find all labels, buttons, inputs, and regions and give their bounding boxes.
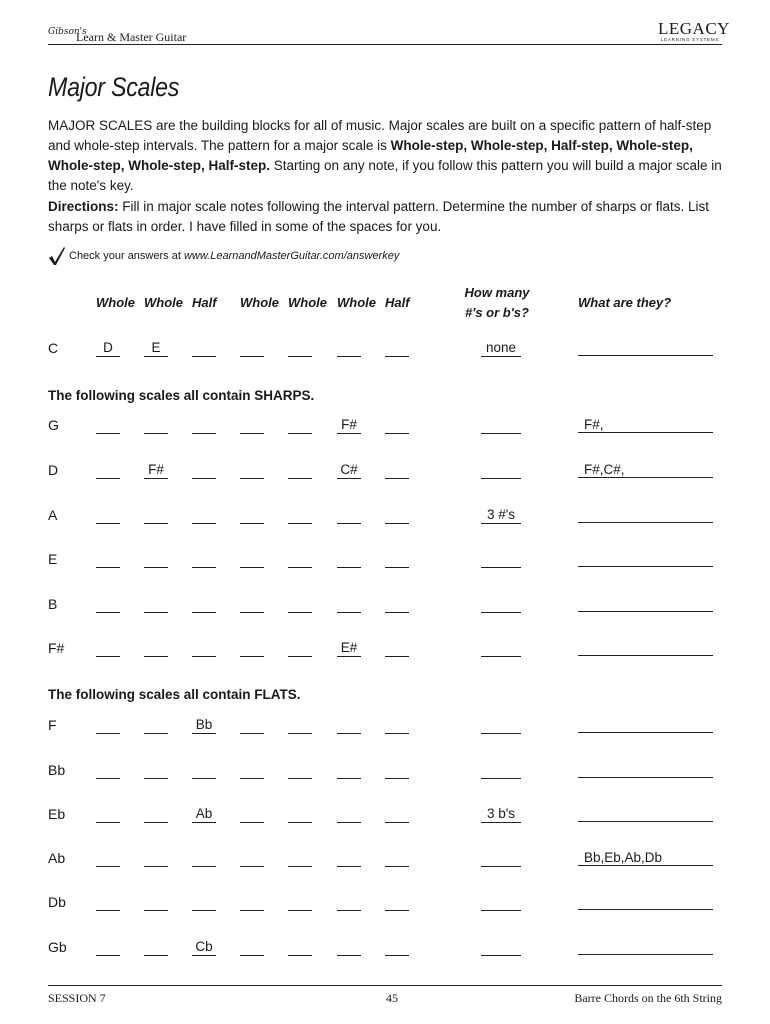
- note-blank[interactable]: [240, 850, 264, 867]
- note-blank[interactable]: [385, 596, 409, 613]
- note-blank[interactable]: [144, 939, 168, 956]
- note-blank[interactable]: [337, 806, 361, 823]
- note-blank[interactable]: [337, 894, 361, 911]
- count-blank[interactable]: [481, 551, 521, 568]
- check-answers-line: [69, 250, 399, 262]
- sharps-heading: The following scales all contain SHARPS.: [48, 388, 315, 403]
- note-blank[interactable]: [337, 551, 361, 568]
- note-blank[interactable]: [96, 939, 120, 956]
- note-blank[interactable]: [240, 806, 264, 823]
- directions-label: Directions:: [48, 199, 119, 214]
- note-blank[interactable]: [192, 762, 216, 779]
- note-blank[interactable]: Ab: [192, 806, 216, 823]
- accidentals-blank[interactable]: [578, 551, 713, 567]
- accidentals-blank[interactable]: F#,C#,: [578, 462, 713, 478]
- footer-chapter: Barre Chords on the 6th String: [574, 991, 722, 1005]
- note-blank[interactable]: [288, 417, 312, 434]
- note-blank[interactable]: [288, 596, 312, 613]
- intro-paragraph: [48, 116, 722, 196]
- note-blank[interactable]: [144, 894, 168, 911]
- count-blank[interactable]: [481, 894, 521, 911]
- note-blank[interactable]: [240, 640, 264, 657]
- accidentals-blank[interactable]: [578, 806, 713, 822]
- interval-header-7: Half: [385, 295, 410, 310]
- checkmark-icon: [48, 246, 66, 266]
- note-blank[interactable]: [385, 417, 409, 434]
- accidentals-blank[interactable]: [578, 340, 713, 356]
- note-blank[interactable]: [288, 939, 312, 956]
- note-blank[interactable]: [288, 850, 312, 867]
- note-blank[interactable]: [385, 462, 409, 479]
- scale-key-label: F#: [48, 640, 65, 656]
- gibson-logo: Gibson's: [48, 27, 87, 37]
- count-blank[interactable]: [481, 850, 521, 867]
- note-blank[interactable]: [96, 417, 120, 434]
- page-number: 45: [386, 991, 398, 1005]
- note-blank[interactable]: [240, 340, 264, 357]
- flats-heading: The following scales all contain FLATS.: [48, 687, 301, 702]
- count-column-header: [452, 283, 542, 323]
- note-blank[interactable]: [288, 894, 312, 911]
- note-blank[interactable]: [240, 762, 264, 779]
- note-blank[interactable]: [192, 462, 216, 479]
- note-blank[interactable]: [337, 507, 361, 524]
- accidentals-blank[interactable]: [578, 762, 713, 778]
- answer-key-link[interactable]: www.LearnandMasterGuitar.com/answerkey: [183, 250, 400, 262]
- accidentals-blank[interactable]: [578, 894, 713, 910]
- note-blank[interactable]: [385, 806, 409, 823]
- note-blank[interactable]: [337, 762, 361, 779]
- scale-key-label: A: [48, 507, 58, 523]
- intro-text-1: MAJOR SCALES are the building blocks for all of music. Major scales are built on a specific pattern of half-step and whole-step intervals. The pattern for a major scale is: [48, 118, 712, 153]
- scale-key-label: Db: [48, 894, 66, 910]
- count-header-line-1: How many: [464, 285, 530, 300]
- note-blank[interactable]: Bb: [192, 717, 216, 734]
- note-blank[interactable]: [96, 551, 120, 568]
- note-blank[interactable]: [144, 717, 168, 734]
- note-blank[interactable]: [192, 640, 216, 657]
- note-blank[interactable]: [96, 894, 120, 911]
- scale-key-label: Bb: [48, 762, 66, 778]
- note-blank[interactable]: [337, 717, 361, 734]
- count-blank[interactable]: [481, 717, 521, 734]
- note-blank[interactable]: [337, 939, 361, 956]
- count-blank[interactable]: 3 #'s: [481, 507, 521, 524]
- accidentals-blank[interactable]: [578, 507, 713, 523]
- note-blank[interactable]: F#: [337, 417, 361, 434]
- note-blank[interactable]: [144, 762, 168, 779]
- scale-key-label: Eb: [48, 806, 66, 822]
- note-blank[interactable]: [192, 850, 216, 867]
- count-blank[interactable]: none: [481, 340, 521, 357]
- scale-key-label: E: [48, 551, 58, 567]
- note-blank[interactable]: E#: [337, 640, 361, 657]
- scale-key-label: Gb: [48, 939, 67, 955]
- accidentals-blank[interactable]: [578, 640, 713, 656]
- note-blank[interactable]: [288, 462, 312, 479]
- note-blank[interactable]: F#: [144, 462, 168, 479]
- scale-key-label: B: [48, 596, 58, 612]
- note-blank[interactable]: [240, 717, 264, 734]
- note-blank[interactable]: Cb: [192, 939, 216, 956]
- note-blank[interactable]: [385, 850, 409, 867]
- product-name: Learn & Master Guitar: [76, 30, 187, 44]
- note-blank[interactable]: [192, 507, 216, 524]
- header-rule: [48, 44, 722, 45]
- count-blank[interactable]: [481, 762, 521, 779]
- scale-key-label: G: [48, 417, 59, 433]
- interval-header-4: Whole: [240, 295, 279, 310]
- note-blank[interactable]: [288, 551, 312, 568]
- count-blank[interactable]: [481, 596, 521, 613]
- note-blank[interactable]: [96, 462, 120, 479]
- accidentals-blank[interactable]: [578, 596, 713, 612]
- note-blank[interactable]: [144, 507, 168, 524]
- note-blank[interactable]: [96, 717, 120, 734]
- note-blank[interactable]: [385, 939, 409, 956]
- scale-key-label: F: [48, 717, 57, 733]
- note-blank[interactable]: [240, 462, 264, 479]
- note-blank[interactable]: [144, 806, 168, 823]
- what-column-header: What are they?: [578, 295, 672, 310]
- note-blank[interactable]: [96, 507, 120, 524]
- note-blank[interactable]: C#: [337, 462, 361, 479]
- note-blank[interactable]: [240, 894, 264, 911]
- scale-key-label: D: [48, 462, 59, 478]
- note-blank[interactable]: E: [144, 340, 168, 357]
- note-blank[interactable]: [96, 640, 120, 657]
- note-blank[interactable]: [144, 596, 168, 613]
- note-blank[interactable]: [288, 340, 312, 357]
- note-blank[interactable]: [240, 507, 264, 524]
- note-blank[interactable]: [385, 894, 409, 911]
- note-blank[interactable]: [288, 507, 312, 524]
- note-blank[interactable]: [96, 806, 120, 823]
- intro-text-2: Starting on any note, if you follow this pattern you will build a major scale in the note's key.: [48, 158, 722, 193]
- note-blank[interactable]: [192, 894, 216, 911]
- count-blank[interactable]: [481, 417, 521, 434]
- note-blank[interactable]: [96, 850, 120, 867]
- interval-header-2: Whole: [144, 295, 183, 310]
- interval-header-1: Whole: [96, 295, 135, 310]
- count-header-line-2: #'s or b's?: [465, 305, 529, 320]
- note-blank[interactable]: D: [96, 340, 120, 357]
- note-blank[interactable]: [240, 417, 264, 434]
- note-blank[interactable]: [240, 939, 264, 956]
- note-blank[interactable]: [385, 717, 409, 734]
- legacy-logo-main: LEGACY: [658, 19, 730, 38]
- check-answers-text: Check your answers at: [69, 250, 184, 262]
- count-blank[interactable]: [481, 462, 521, 479]
- accidentals-blank[interactable]: [578, 939, 713, 955]
- note-blank[interactable]: [192, 596, 216, 613]
- note-blank[interactable]: [144, 551, 168, 568]
- note-blank[interactable]: [192, 340, 216, 357]
- note-blank[interactable]: [288, 640, 312, 657]
- interval-pattern: Whole-step, Whole-step, Half-step, Whole-step, Whole-step, Whole-step, Half-step.: [48, 138, 693, 173]
- legacy-logo: [658, 19, 730, 43]
- note-blank[interactable]: [337, 340, 361, 357]
- legacy-logo-sub: LEARNING SYSTEMS: [660, 37, 720, 42]
- note-blank[interactable]: [288, 717, 312, 734]
- directions-text: Fill in major scale notes following the interval pattern. Determine the number of sharps or flats. List sharps or flats in order. I have filled in some of the spaces for you.: [48, 199, 710, 234]
- count-blank[interactable]: [481, 640, 521, 657]
- footer-session: SESSION 7: [48, 991, 106, 1005]
- note-blank[interactable]: [96, 762, 120, 779]
- note-blank[interactable]: [240, 596, 264, 613]
- count-blank[interactable]: [481, 939, 521, 956]
- accidentals-blank[interactable]: Bb,Eb,Ab,Db: [578, 850, 713, 866]
- note-blank[interactable]: [288, 762, 312, 779]
- note-blank[interactable]: [385, 762, 409, 779]
- page-title: Major Scales: [48, 72, 180, 102]
- note-blank[interactable]: [192, 417, 216, 434]
- count-blank[interactable]: 3 b's: [481, 806, 521, 823]
- scale-key-label: C: [48, 340, 59, 356]
- note-blank[interactable]: [96, 596, 120, 613]
- note-blank[interactable]: [385, 340, 409, 357]
- scale-key-label: Ab: [48, 850, 66, 866]
- note-blank[interactable]: [337, 850, 361, 867]
- directions-paragraph: [48, 197, 722, 237]
- interval-header-3: Half: [192, 295, 217, 310]
- interval-header-5: Whole: [288, 295, 327, 310]
- note-blank[interactable]: [288, 806, 312, 823]
- note-blank[interactable]: [144, 640, 168, 657]
- note-blank[interactable]: [240, 551, 264, 568]
- note-blank[interactable]: [144, 417, 168, 434]
- note-blank[interactable]: [385, 551, 409, 568]
- accidentals-blank[interactable]: [578, 717, 713, 733]
- accidentals-blank[interactable]: F#,: [578, 417, 713, 433]
- footer-rule: [48, 985, 722, 986]
- note-blank[interactable]: [385, 640, 409, 657]
- note-blank[interactable]: [337, 596, 361, 613]
- note-blank[interactable]: [385, 507, 409, 524]
- interval-header-6: Whole: [337, 295, 376, 310]
- note-blank[interactable]: [192, 551, 216, 568]
- note-blank[interactable]: [144, 850, 168, 867]
